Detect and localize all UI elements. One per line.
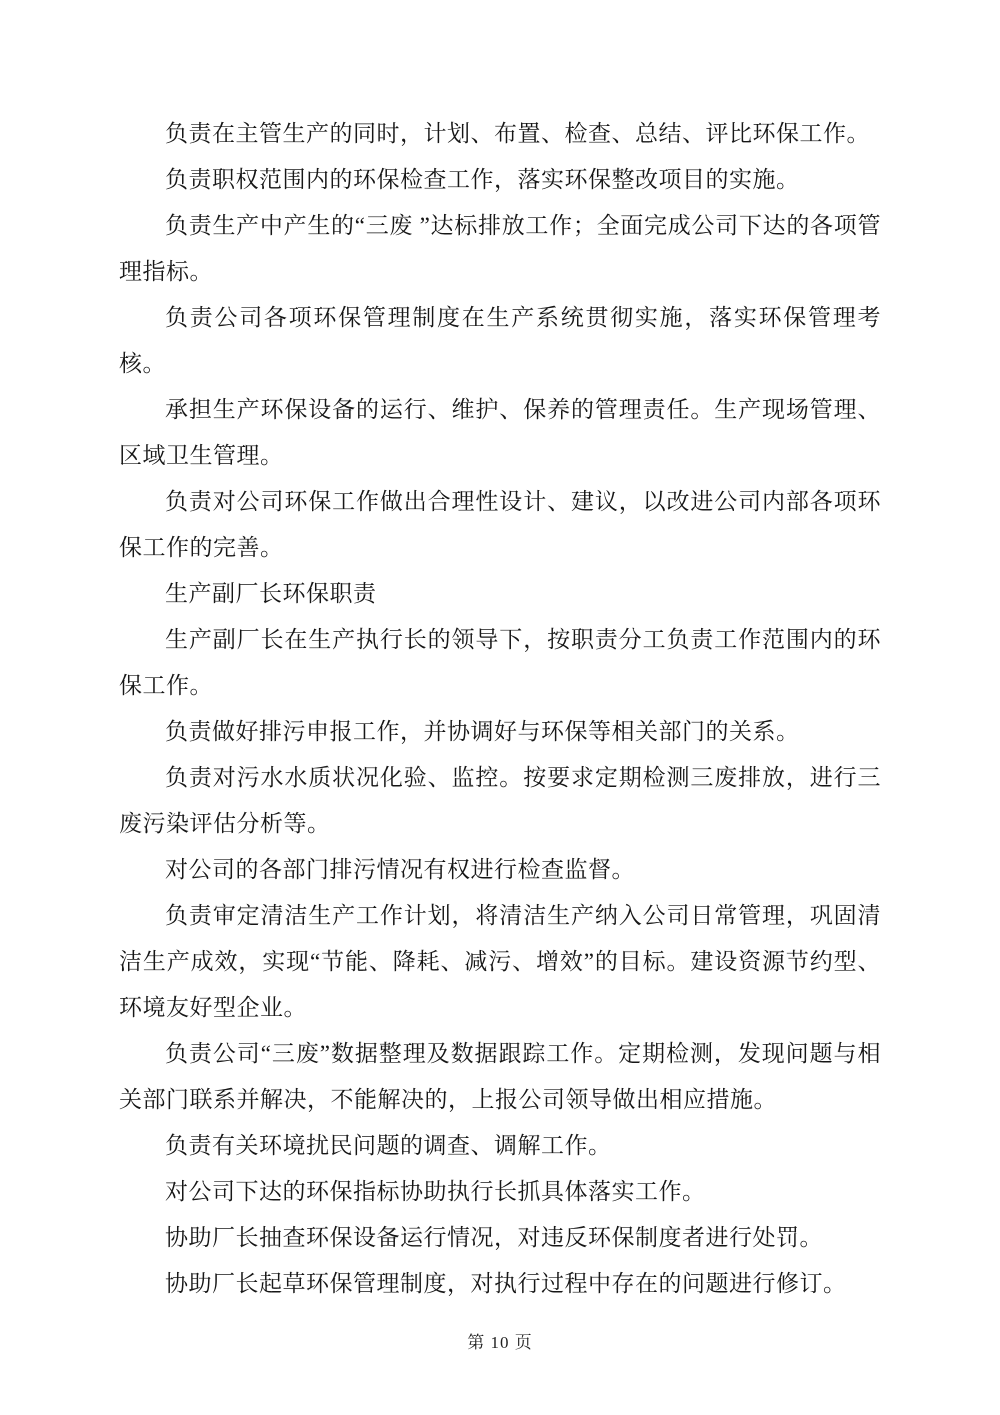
paragraph: 承担生产环保设备的运行、维护、保养的管理责任。生产现场管理、区域卫生管理。	[119, 397, 881, 468]
paragraph: 负责职权范围内的环保检查工作，落实环保整改项目的实施。	[165, 167, 800, 192]
paragraph: 负责对污水水质状况化验、监控。按要求定期检测三废排放，进行三废污染评估分析等。	[119, 765, 881, 836]
paragraph: 对公司的各部门排污情况有权进行检查监督。	[165, 857, 635, 882]
paragraph-heading: 生产副厂长环保职责	[165, 581, 377, 606]
page-number: 第 10 页	[467, 1333, 533, 1352]
paragraph: 负责有关环境扰民问题的调查、调解工作。	[165, 1133, 612, 1158]
paragraph: 负责生产中产生的“三废 ”达标排放工作；全面完成公司下达的各项管理指标。	[119, 213, 881, 284]
paragraph: 负责对公司环保工作做出合理性设计、建议，以改进公司内部各项环保工作的完善。	[119, 489, 881, 560]
paragraph: 负责审定清洁生产工作计划，将清洁生产纳入公司日常管理，巩固清洁生产成效，实现“节能、降耗、减污、增效”的目标。建设资源节约型、环境友好型企业。	[119, 903, 881, 1020]
paragraph: 负责公司各项环保管理制度在生产系统贯彻实施，落实环保管理考核。	[119, 305, 881, 376]
paragraph: 协助厂长起草环保管理制度，对执行过程中存在的问题进行修订。	[165, 1271, 847, 1296]
paragraph: 负责公司“三废”数据整理及数据跟踪工作。定期检测，发现问题与相关部门联系并解决，不能解决的，上报公司领导做出相应措施。	[119, 1041, 881, 1112]
paragraph: 协助厂长抽查环保设备运行情况，对违反环保制度者进行处罚。	[165, 1225, 823, 1250]
document-body	[119, 111, 881, 1307]
paragraph: 对公司下达的环保指标协助执行长抓具体落实工作。	[165, 1179, 706, 1204]
paragraph: 负责在主管生产的同时，计划、布置、检查、总结、评比环保工作。	[165, 121, 870, 146]
page-footer	[0, 1333, 1000, 1353]
paragraph: 负责做好排污申报工作，并协调好与环保等相关部门的关系。	[165, 719, 800, 744]
paragraph: 生产副厂长在生产执行长的领导下，按职责分工负责工作范围内的环保工作。	[119, 627, 881, 698]
